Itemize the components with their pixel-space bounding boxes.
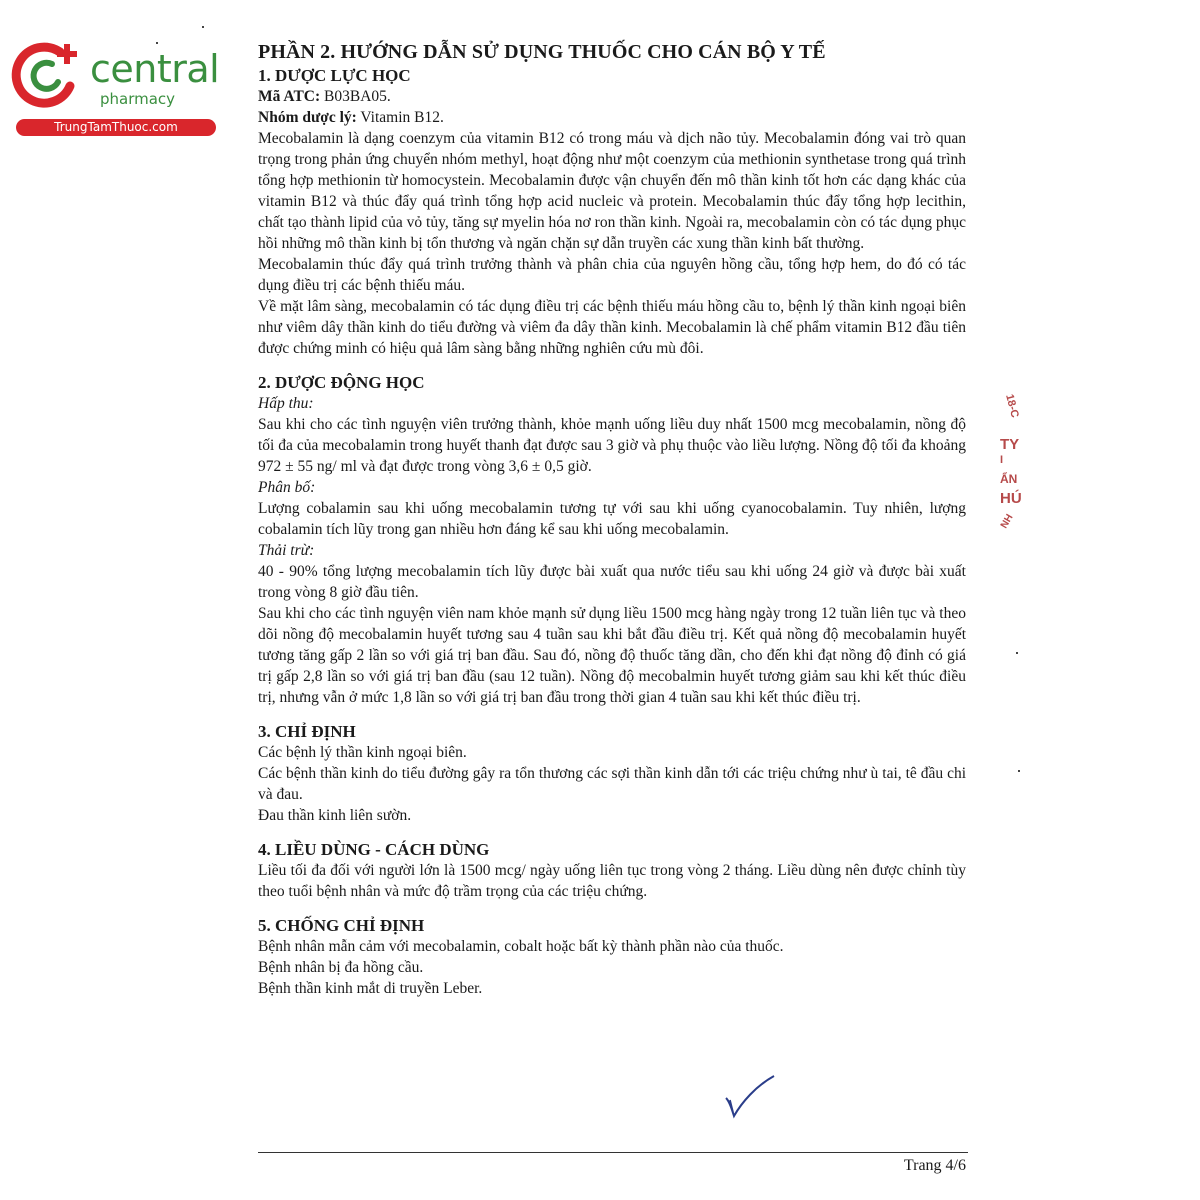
section-1-paragraph-3: Về mặt lâm sàng, mecobalamin có tác dụng điều trị các bệnh thiếu máu hồng cầu to, bệnh lý thần kinh ngoại biên như viêm dây thần kinh do tiểu đường và viêm đa dây thần kinh. Mecobalamin là chế phẩm vitamin B12 đầu tiên được chứng minh có hiệu quả lâm sàng bằng những nghiên cứu mù đôi. <box>258 298 966 357</box>
contraindication-2: Bệnh nhân bị đa hồng cầu. <box>258 959 424 976</box>
checkmark-signature-icon <box>722 1072 778 1120</box>
page-number: Trang 4/6 <box>903 1157 966 1174</box>
scan-speck <box>156 42 158 44</box>
stamp-fragment <box>994 388 1034 538</box>
section-3-heading: 3. CHỈ ĐỊNH <box>258 722 356 741</box>
atc-value: B03BA05. <box>320 88 391 105</box>
stamp-text-5: HÚ <box>1000 490 1022 507</box>
elimination-text-1: 40 - 90% tổng lượng mecobalamin tích lũy được bài xuất qua nước tiểu sau khi uống 24 giờ và được bài xuất trong vòng 8 giờ đầu tiên. <box>258 563 966 601</box>
absorption-label: Hấp thu: <box>258 395 314 412</box>
section-4-heading: 4. LIỀU DÙNG - CÁCH DÙNG <box>258 840 490 859</box>
dosage-text: Liều tối đa đối với người lớn là 1500 mcg/ ngày uống liên tục trong vòng 2 tháng. Liều dùng nên được chỉnh tùy theo tuổi bệnh nhân và mức độ trầm trọng của các triệu chứng. <box>258 862 966 900</box>
document-body <box>258 40 966 999</box>
stamp-text-6: NH <box>998 512 1016 531</box>
scan-speck <box>202 26 204 28</box>
document-title: PHẦN 2. HƯỚNG DẪN SỬ DỤNG THUỐC CHO CÁN BỘ Y TẾ <box>258 41 826 63</box>
logo-subtitle: pharmacy <box>100 90 176 108</box>
logo-brand-name: central <box>90 47 220 91</box>
distribution-label: Phân bố: <box>258 479 316 496</box>
scan-speck <box>1016 652 1018 654</box>
elimination-text-2: Sau khi cho các tình nguyện viên nam khỏe mạnh sử dụng liều 1500 mcg hàng ngày trong 12 tuần liên tục và theo dõi nồng độ mecobalamin huyết tương sau 4 tuần sau khi bắt đầu điều trị. Kết quả nồng độ mecobalamin huyết tương tăng gấp 2 lần so với giá trị ban đầu. Sau đó, nồng độ thuốc tăng dần, cho đến khi đạt nồng độ đỉnh có giá trị gấp 2,8 lần so với giá trị ban đầu (sau 12 tuần). Nồng độ mecobalmin huyết tương giảm sau khi kết thúc điều trị, nhưng vẫn ở mức 1,8 lần so với giá trị ban đầu trong thời gian 4 tuần sau khi kết thúc điều trị. <box>258 605 966 706</box>
section-5-heading: 5. CHỐNG CHỈ ĐỊNH <box>258 916 425 935</box>
contraindication-1: Bệnh nhân mẫn cảm với mecobalamin, cobalt hoặc bất kỳ thành phần nào của thuốc. <box>258 938 784 955</box>
contraindication-3: Bệnh thần kinh mắt di truyền Leber. <box>258 980 483 997</box>
stamp-text-1: 18-C <box>1003 392 1021 420</box>
stamp-text-4: ẨN <box>1000 472 1018 486</box>
stamp-text-2: TY <box>1000 436 1020 453</box>
logo-mark-icon <box>8 34 88 114</box>
elimination-label: Thải trừ: <box>258 542 315 559</box>
absorption-text: Sau khi cho các tình nguyện viên trưởng thành, khỏe mạnh uống liều duy nhất 1500 mcg mecobalamin, nồng độ tối đa của mecobalamin trong huyết thanh đạt được sau 3 giờ và phụ thuộc vào liều lượng. Nồng độ tối đa khoảng 972 ± 55 ng/ ml và đạt được trong vòng 3,6 ± 0,5 giờ. <box>258 416 966 475</box>
group-value: Vitamin B12. <box>356 109 444 126</box>
footer-divider <box>258 1152 968 1153</box>
atc-code-line <box>258 86 966 107</box>
group-label: Nhóm dược lý: <box>258 109 357 126</box>
section-1-heading: 1. DƯỢC LỰC HỌC <box>258 66 411 85</box>
indication-2: Các bệnh thần kinh do tiểu đường gây ra tổn thương các sợi thần kinh dẫn tới các triệu chứng như ù tai, tê đầu chi và đau. <box>258 765 966 803</box>
indication-1: Các bệnh lý thần kinh ngoại biên. <box>258 744 467 761</box>
pharmacologic-group-line <box>258 107 966 128</box>
section-1-paragraph-1: Mecobalamin là dạng coenzym của vitamin B12 có trong máu và dịch não tủy. Mecobalamin đóng vai trò quan trọng trong phản ứng chuyển nhóm methyl, hoạt động như một coenzym của methionin synthetase trong quá trình tổng hợp methionin từ homocystein. Mecobalamin được vận chuyển đến mô thần kinh tốt hơn các dạng khác của vitamin B12 và thúc đẩy quá trình tổng hợp acid nucleic và protein. Mecobalamin thúc đẩy tổng hợp lecithin, chất tạo thành lipid của vỏ tủy, tăng sự myelin hóa nơ ron thần kinh. Ngoài ra, mecobalamin còn có tác dụng phục hồi những mô thần kinh bị tổn thương và ngăn chặn sự dẫn truyền các xung thần kinh bất thường. <box>258 130 966 252</box>
distribution-text: Lượng cobalamin sau khi uống mecobalamin tương tự với sau khi uống cyanocobalamin. Tuy nhiên, lượng cobalamin tích lũy trong gan nhiều hơn đáng kể sau khi uống mecobalamin. <box>258 500 966 538</box>
pharmacy-logo[interactable] <box>8 34 218 134</box>
indication-3: Đau thần kinh liên sườn. <box>258 807 412 824</box>
section-2-heading: 2. DƯỢC ĐỘNG HỌC <box>258 373 425 392</box>
atc-label: Mã ATC: <box>258 88 321 105</box>
stamp-text-3: I <box>1000 454 1004 466</box>
section-1-paragraph-2: Mecobalamin thúc đẩy quá trình trưởng thành và phân chia của nguyên hồng cầu, tổng hợp hem, do đó có tác dụng điều trị các bệnh thiếu máu. <box>258 256 966 294</box>
logo-url-badge[interactable]: TrungTamThuoc.com <box>16 119 216 136</box>
scan-speck <box>1018 770 1020 772</box>
